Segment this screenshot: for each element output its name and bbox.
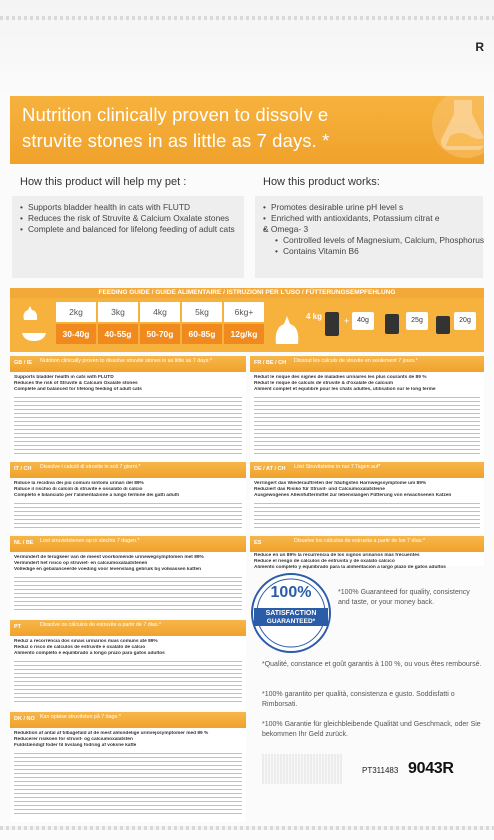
lang-header: [250, 536, 484, 552]
lang-bullets: [10, 636, 246, 659]
benefits-box: [12, 196, 244, 278]
lang-block-pt: [10, 620, 246, 710]
lang-bullets: [10, 552, 246, 575]
lang-bullet: Supports bladder health in cats with FLUTD: [14, 375, 114, 380]
bag-top-area: [0, 0, 494, 96]
fine-print: [14, 503, 242, 529]
lang-bullet: Reduz a recorrência dos sinais urinários mais comuns até 89%: [14, 639, 158, 644]
lang-bullet: Réduit le risque de calculs de struvite & d'oxalate de calcium: [254, 381, 393, 386]
badge-line-1: SATISFACTION: [265, 610, 317, 617]
lang-bullets: [10, 372, 246, 395]
lang-block-de: [250, 462, 484, 534]
lang-bullets: [250, 372, 484, 395]
weight-cell: 6kg+: [224, 302, 264, 322]
portion-wet-label: 25g: [411, 317, 423, 324]
lang-title: Löst Struvitsteine in nur 7 Tagen auf*: [294, 464, 381, 470]
lang-block-it: [10, 462, 246, 534]
fine-print: [14, 577, 242, 613]
how-item: • Enriched with antioxidants, Potassium citrat e: [261, 213, 477, 224]
lang-code: DE / AT / CH: [254, 466, 286, 472]
lang-bullets: [10, 728, 246, 751]
grams-cell: 50-70g: [140, 324, 180, 344]
lang-bullet: Réduit le risque des signes de maladies urinaires les plus courants de 89 %: [254, 375, 427, 380]
lang-header: [10, 620, 246, 636]
lang-bullet: Complete and balanced for lifelong feeding of adult cats: [14, 387, 142, 392]
lang-bullet: Reduz o risco de cálculos de estruvite e oxalato de cálcio: [14, 645, 146, 650]
lang-bullets: [10, 478, 246, 501]
lang-bullet: Alimento completo e equilibrado a longo prazo para gatos adultos: [14, 651, 165, 656]
lang-bullet: Verringert das Wiederauftreten der häufigsten Harnwegssymptome um 89%: [254, 481, 427, 486]
lang-block-dk: [10, 712, 246, 822]
portion-dry: [352, 312, 374, 330]
lang-code: ES: [254, 540, 262, 546]
lang-title: Nutrition clinically proven to dissolve struvite stones in as little as 7 days.*: [40, 358, 212, 364]
lang-title: Dissolve os cálculos de estruvite a partir de 7 dias.*: [40, 622, 162, 628]
lang-bullet: Riduce il rischio di calcoli di struvite e ossalato di calcio: [14, 487, 143, 492]
fine-print: [254, 397, 480, 455]
fine-print: [14, 753, 242, 817]
lang-code: NL / BE: [14, 540, 34, 546]
banner-line-1: Nutrition clinically proven to dissolv e: [22, 104, 329, 125]
lang-bullet: Ausgewogenes Alleinfuttermittel zur lebenslangen Fütterung von erwachsenen Katzen: [254, 493, 452, 498]
product-code: PT311483: [362, 766, 399, 775]
feeding-guide: [10, 288, 484, 352]
lang-block-nl: [10, 536, 246, 618]
how-item: • & Omega- 3: [261, 224, 477, 235]
lang-bullets: [250, 478, 484, 501]
portion-can: [454, 312, 476, 330]
portion-can-label: 20g: [459, 317, 471, 324]
lang-bullet: Reduce el riesgo de cálculos de estruvita y de oxalato cálcico: [254, 559, 395, 564]
lang-title: Dissolve i calcoli di struvite in soli 7 giorni.*: [40, 464, 141, 470]
lang-title: Lost struvietstenen op in slechts 7 dagen.*: [40, 538, 140, 544]
fine-print: [14, 661, 242, 705]
can-icon: [434, 306, 452, 342]
wet-food-pouch-icon: [382, 306, 402, 342]
lang-bullet: Alimento completo y equilibrado para la alimentación a largo plazo de gatos adultos: [254, 565, 446, 570]
lang-bullets: [250, 552, 484, 573]
grams-cell: 30-40g: [56, 324, 96, 344]
lang-header: [250, 462, 484, 478]
lang-bullet: Completo e bilanciato per l'alimentazione a lungo termine dei gatti adulti: [14, 493, 180, 498]
lang-header: [10, 356, 246, 372]
benefit-item: • Reduces the risk of Struvite & Calcium Oxalate stones: [18, 213, 238, 224]
lang-bullet: Reduce en un 89% la recurrencia de los signos urinarios más frecuentes: [254, 553, 420, 558]
grams-cell: 12g/kg: [224, 324, 264, 344]
side-code: R: [475, 40, 484, 54]
dry-food-bag-icon: [322, 306, 342, 342]
badge-percent: 100%: [270, 584, 312, 601]
lang-bullet: Aliment complet et équilibré pour les chats adultes, utilisation sur le long terme: [254, 387, 436, 392]
feeding-table: [14, 302, 266, 346]
lang-title: Kan opløse struvitsten på 7 dage.*: [40, 714, 121, 720]
lang-bullet: Vermindert de terugkeer van de meest voorkomende urinewegsymptomen met 89%: [14, 555, 204, 560]
guarantee-de: *100% Garantie für gleichbleibende Qualität und Geschmack, oder Sie bekommen Ihr Geld zurück.: [262, 721, 481, 738]
lang-code: PT: [14, 624, 22, 630]
lang-code: IT / CH: [14, 466, 32, 472]
lang-bullet: Fuldstændigt foder til livslang fodring af voksne katte: [14, 743, 137, 748]
lang-block-fr: [250, 356, 484, 460]
lang-code: DK / NO: [14, 716, 35, 722]
portion-dry-label: 40g: [357, 317, 369, 324]
lang-header: [10, 712, 246, 728]
weight-cell: 2kg: [56, 302, 96, 322]
how-item: • Promotes desirable urine pH level s: [261, 202, 477, 213]
weights-row: [14, 302, 266, 322]
weight-cell: 4kg: [140, 302, 180, 322]
lang-bullet: Riduce la recidiva dei più comuni sintomi urinari del 89%: [14, 481, 144, 486]
portion-wet: [406, 312, 428, 330]
weight-cell: 3kg: [98, 302, 138, 322]
bottom-seal: [0, 826, 494, 830]
fine-print: [14, 397, 242, 455]
guarantee-it: *100% garantito per qualità, consistenza e gusto. Soddisfatti o Rimborsati.: [262, 691, 455, 708]
badge-line-2: GUARANTEED*: [266, 618, 316, 625]
left-column-title: How this product will help my pet :: [20, 176, 187, 188]
lang-title: Dissout les calculs de struvite en seulement 7 jours.*: [294, 358, 418, 364]
lang-header: [10, 536, 246, 552]
lang-block-es: [250, 536, 484, 570]
example-weight: 4 kg: [306, 312, 323, 321]
lang-title: Disuelve los cálculos de estruvita a partir de los 7 días.*: [294, 538, 426, 544]
top-seal: [0, 16, 494, 20]
cat-example-icon: [272, 300, 308, 348]
barcode-area: [262, 754, 342, 784]
grams-cell: 40-55g: [98, 324, 138, 344]
lang-header: [250, 356, 484, 372]
lang-code: GB / IE: [14, 360, 33, 366]
guarantee-text: *100% Guaranteed for quality, consistency and taste, or your money back.: [338, 589, 470, 606]
lang-bullet: Reduziert das Risiko für Struvit- und Calciumoxalatsteine: [254, 487, 385, 492]
lang-bullet: Reducerer risikoen for struvit- og calciumoxalatsten: [14, 737, 133, 742]
how-it-works-box: [255, 196, 483, 278]
weight-cell: 5kg: [182, 302, 222, 322]
lang-block-gb: [10, 356, 246, 460]
how-subitem: • Contains Vitamin B6: [261, 246, 477, 257]
lang-bullet: Reduktion af antal af tilbagefald af de mest almindelige urinvejssymptomer med 89 %: [14, 731, 209, 736]
how-subitem: • Controlled levels of Magnesium, Calcium, Phosphorus: [261, 235, 477, 246]
banner-line-2: struvite stones in as little as 7 days. *: [22, 130, 330, 151]
lang-code: FR / BE / CH: [254, 360, 287, 366]
benefit-item: • Complete and balanced for lifelong feeding of adult cats: [18, 224, 238, 235]
batch-code: 9043R: [408, 760, 454, 777]
claim-banner: [10, 96, 484, 164]
flask-icon: [414, 96, 484, 164]
lang-bullet: Vermindert het risico op struviet- en calciumoxalaatstenen: [14, 561, 148, 566]
guarantee-fr: *Qualité, constance et goût garantis à 100 %, ou vous êtes remboursé.: [262, 661, 482, 668]
lang-bullet: Volledige en gebalanceerde voeding voor levenslang gebruik bij volwassen katten: [14, 567, 202, 572]
grams-row: [14, 324, 266, 344]
grams-cell: 60-85g: [182, 324, 222, 344]
benefit-item: • Supports bladder health in cats with FLUTD: [18, 202, 238, 213]
plus-sign: +: [344, 316, 350, 326]
fine-print: [254, 503, 480, 529]
lang-bullet: Reduces the risk of Struvite & Calcium Oxalate stones: [14, 381, 138, 386]
lang-header: [10, 462, 246, 478]
bowl-icon: [14, 324, 54, 344]
cat-weight-icon: [14, 302, 54, 322]
feeding-guide-title: FEEDING GUIDE / GUIDE ALIMENTAIRE / ISTRUZIONI PER L'USO / FÜTTERUNGSEMPFEHLUNG: [10, 288, 484, 298]
right-column-title: How this product works:: [263, 176, 380, 188]
